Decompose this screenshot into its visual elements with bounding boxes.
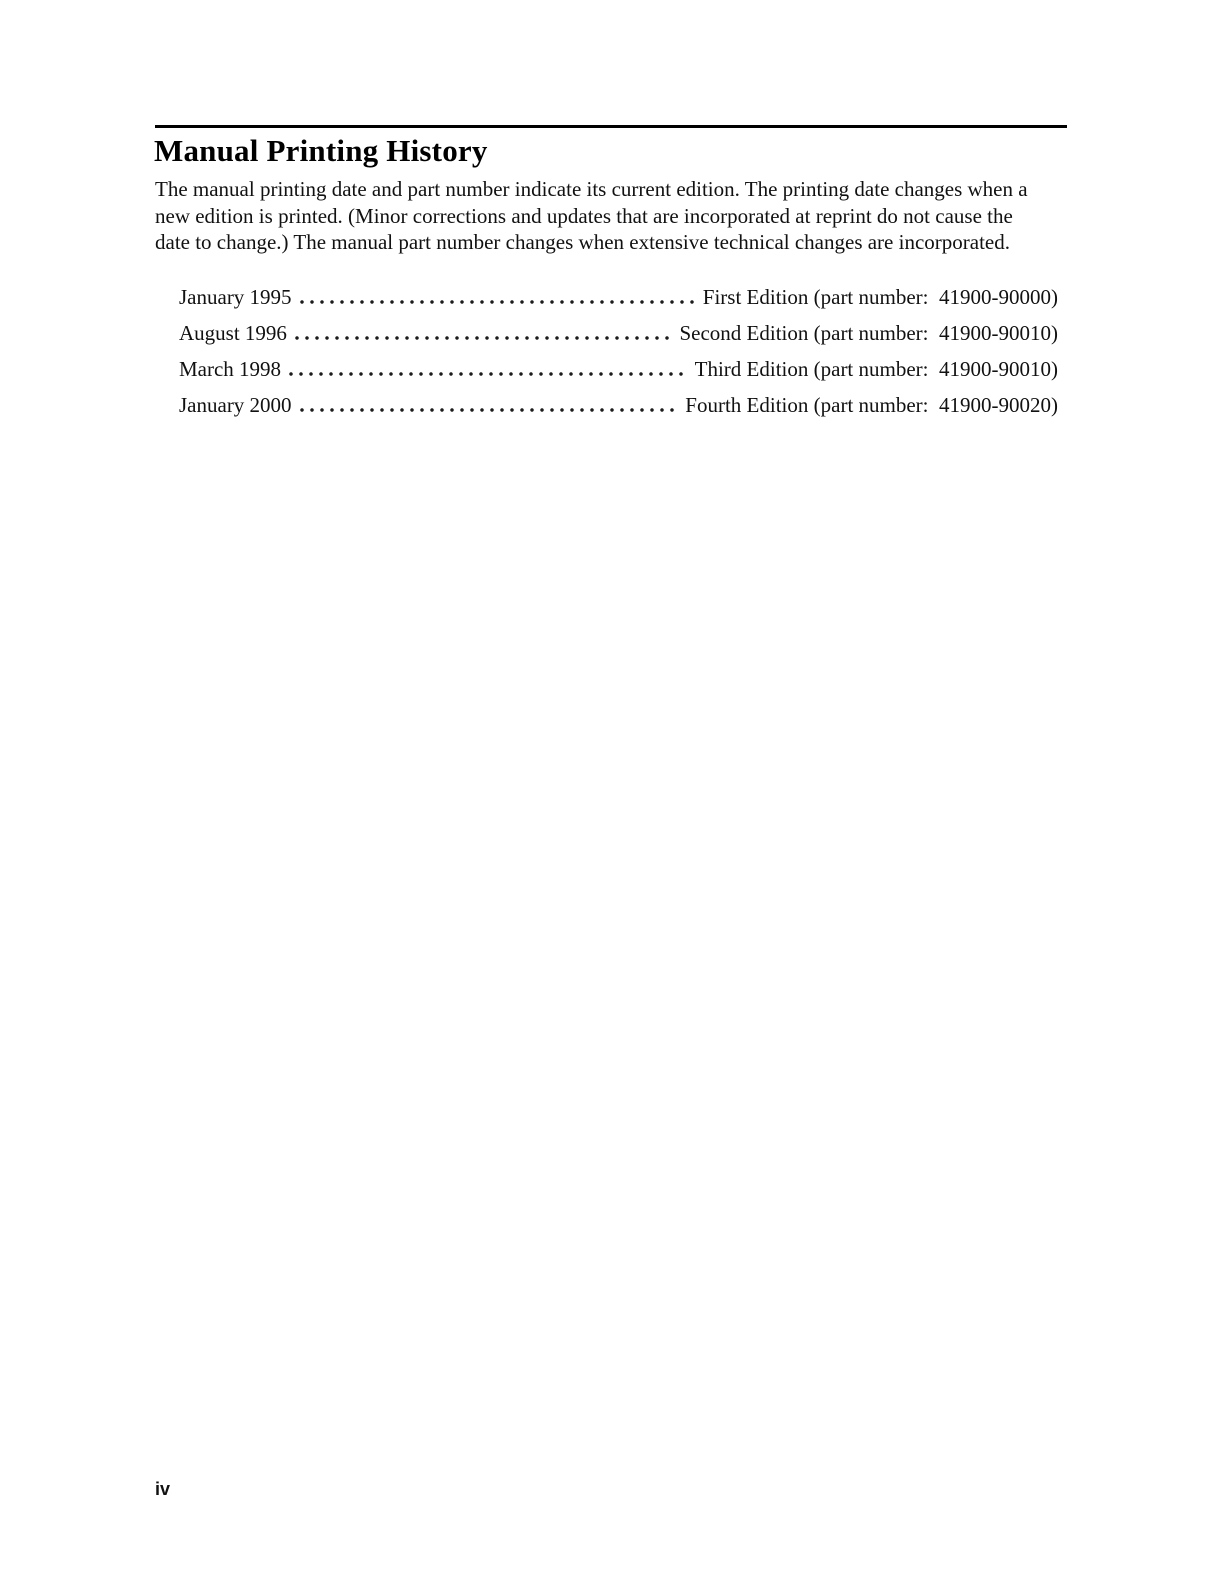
edition-label: Fourth Edition (part number: 41900-90020) (685, 393, 1058, 417)
section-divider-rule (155, 125, 1067, 128)
edition-date: January 1995 (179, 285, 292, 309)
intro-paragraph: The manual printing date and part number indicate its current edition. The printing date changes when a new edition is printed. (Minor corrections and updates that are incorporated at reprint do not cause the date to change.) The manual part number changes when extensive technical changes are incorporated. (155, 177, 1028, 254)
dotted-leader (300, 408, 680, 412)
edition-date: January 2000 (179, 393, 292, 417)
edition-row (179, 395, 1058, 416)
edition-label: Third Edition (part number: 41900-90010) (694, 357, 1058, 381)
edition-label: Second Edition (part number: 41900-90010) (679, 321, 1058, 345)
edition-row (179, 323, 1058, 344)
page-number: iv (155, 1479, 171, 1499)
page-title: Manual Printing History (154, 133, 488, 168)
edition-row (179, 287, 1058, 308)
edition-list (179, 287, 1058, 431)
dotted-leader (295, 336, 674, 340)
edition-date: March 1998 (179, 357, 282, 381)
dotted-leader (300, 300, 697, 304)
edition-row (179, 359, 1058, 380)
dotted-leader (289, 372, 689, 376)
edition-date: August 1996 (179, 321, 287, 345)
edition-label: First Edition (part number: 41900-90000) (702, 285, 1058, 309)
